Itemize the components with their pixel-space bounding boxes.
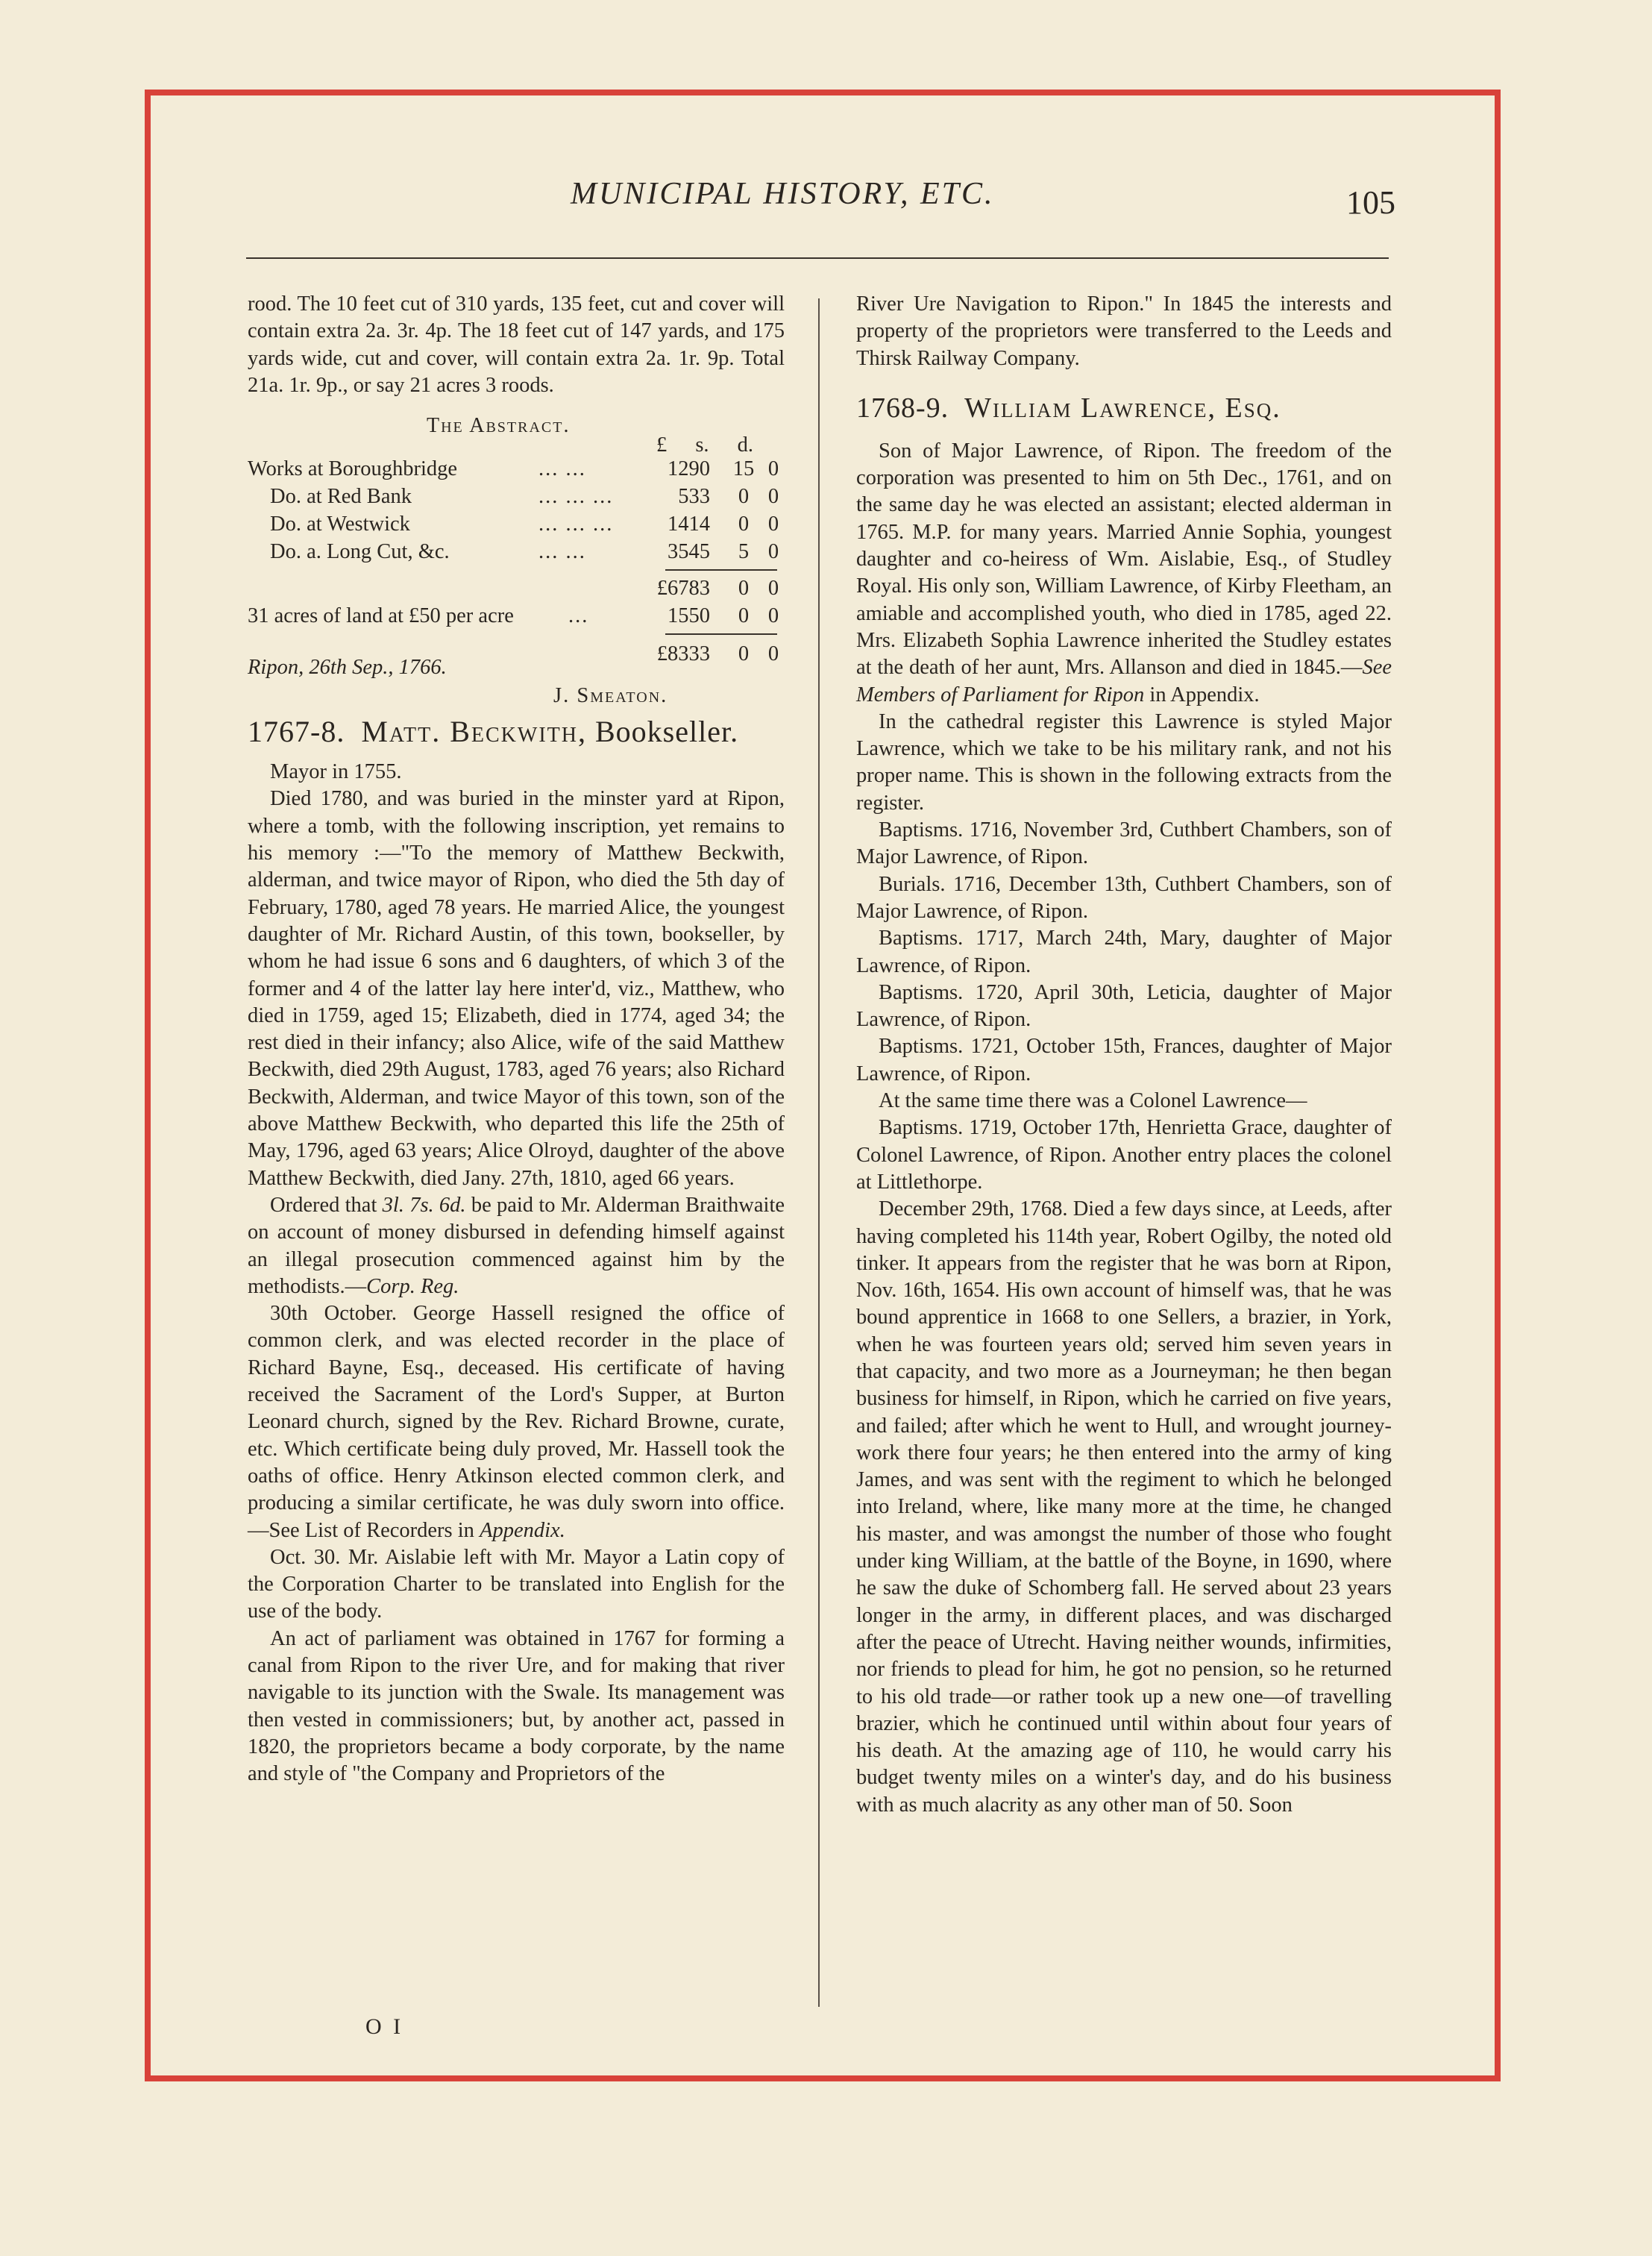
row-pence: 0 [767, 457, 779, 481]
abstract-signature: J. Smeaton. [553, 684, 668, 708]
shilling-sign: s. [695, 433, 709, 457]
row-pence: 0 [767, 540, 779, 564]
reference: Corp. Reg. [366, 1274, 459, 1298]
heading-year: 1767-8. [248, 715, 345, 749]
subtotal-pounds: £6783 [656, 577, 710, 601]
text-run: in Appendix. [1144, 683, 1260, 706]
header-rule [246, 257, 1389, 259]
row-pounds: 533 [678, 485, 710, 509]
row-pence: 0 [767, 513, 779, 536]
row-shillings: 0 [738, 485, 750, 509]
text-run: Ordered that [270, 1193, 383, 1217]
reference: See Members of Parliament for Ripon [856, 656, 1392, 706]
row-pounds: 3545 [668, 540, 710, 564]
abstract-table [248, 410, 785, 708]
land-pence: 0 [767, 604, 779, 628]
land-label: 31 acres of land at £50 per acre [248, 604, 514, 628]
row-label: Works at Boroughbridge [248, 457, 458, 481]
heading-trade: Bookseller. [594, 715, 739, 749]
subtotal-shillings: 0 [738, 577, 750, 601]
land-shillings: 0 [738, 604, 750, 628]
reference: Appendix. [480, 1518, 565, 1542]
paragraph: Baptisms. 1721, October 15th, Frances, daughter of Major Lawrence, of Ripon. [856, 1035, 1392, 1085]
paragraph: Mayor in 1755. [270, 760, 402, 784]
row-pounds: 1290 [668, 457, 710, 481]
paragraph: At the same time there was a Colonel Lawrence— [879, 1089, 1307, 1113]
paragraph: Burials. 1716, December 13th, Cuthbert Chambers, son of Major Lawrence, of Ripon. [856, 872, 1392, 923]
column-divider [818, 298, 820, 2007]
row-dots: ... ... ... [538, 513, 614, 536]
table-row [248, 483, 785, 511]
section-heading-beckwith [248, 714, 785, 750]
row-label: Do. at Red Bank [270, 485, 412, 509]
table-row [248, 511, 785, 539]
paragraph-intro: rood. The 10 feet cut of 310 yards, 135 feet, cut and cover will contain extra 2a. 3r. 4p. The 18 feet cut of 147 yards, and 175 yards wide, cut and cover, will contain extra 2a. 1r. 9p. Total 21a. 1r. 9p., or say 21 acres 3 roods. [248, 292, 785, 397]
text-run: Son of Major Lawrence, of Ripon. The freedom of the corporation was presented to him on 5th Dec., 1761, and on the same day he was elected an assistant; elected alderman in 1765. M.P. for many years. Married Annie Sophia, youngest daughter and co-heiress of Wm. Aislabie, Esq., of Studley Royal. His only son, William Lawrence, of Kirby Fleetham, an amiable and accomplished youth, who died in 1785, aged 22. Mrs. Elizabeth Sophia Lawrence inherited the Studley estates at the death of her aunt, Mrs. Allanson and died in 1845.— [856, 439, 1392, 680]
paragraph [248, 1300, 785, 1544]
text-run: be paid to Mr. Alderman Braithwaite on account of money disbursed in defending himself against an illegal prosecution commenced against him by the methodists.— [248, 1193, 785, 1298]
row-dots: ... ... [538, 540, 586, 564]
section-heading-lawrence [856, 390, 1392, 426]
subtotal-row [248, 575, 785, 603]
running-head: MUNICIPAL HISTORY, ETC. [571, 177, 995, 211]
total-shillings: 0 [738, 642, 750, 666]
page-number: 105 [1346, 184, 1395, 221]
amount: 3l. 7s. 6d. [382, 1193, 466, 1217]
row-pence: 0 [767, 485, 779, 509]
paragraph: River Ure Navigation to Ripon." In 1845 the interests and property of the proprietors were transferred to the Leeds and Thirsk Railway Company. [856, 292, 1392, 370]
paragraph: December 29th, 1768. Died a few days since, at Leeds, after having completed his 114th year, Robert Ogilby, the noted old tinker. It appears from the register that he was born at Ripon, Nov. 16th, 1654. His own account of himself was, that he was bound apprentice in 1668 to one Sellers, a brazier, in York, when he was fourteen years old; served him seven years in that capacity, and two more as a Journeyman; he then began business for himself, in Ripon, which he carried on five years, and failed; after which he went to Hull, and wrought journey-work there four years; he then entered into the army of king James, and was sent with the regiment to which he belonged into Ireland, where, like many more at the time, he changed his master, and was amongst the number of those who fought under king William, at the battle of the Boyne, in 1690, where he saw the duke of Schomberg fall. He served about 23 years longer in the army, in different places, and was discharged after the peace of Utrecht. Having neither wounds, infirmities, nor friends to plead for him, he got no pension, so he returned to his old trade—or rather took up a new one—of travelling brazier, which he continued until within about four years of his death. At the amazing age of 110, he would carry his budget twenty miles on a winter's day, and do his business with as much alacrity as any other man of 50. Soon [856, 1197, 1392, 1817]
heading-name: William Lawrence, Esq. [964, 392, 1281, 424]
subtotal-pence: 0 [767, 577, 779, 601]
row-dots: ... ... ... [538, 485, 614, 509]
heading-year: 1768-9. [856, 392, 949, 424]
paragraph: Baptisms. 1717, March 24th, Mary, daughter of Major Lawrence, of Ripon. [856, 927, 1392, 977]
abstract-title: The Abstract. [427, 414, 571, 438]
table-row [248, 539, 785, 566]
row-label: Do. a. Long Cut, &c. [270, 540, 450, 564]
paragraph: Baptisms. 1719, October 17th, Henrietta Grace, daughter of Colonel Lawrence, of Ripon. Another entry places the colonel at Littlethorpe. [856, 1116, 1392, 1194]
row-dots: ... ... [538, 457, 586, 481]
paragraph [248, 1192, 785, 1300]
currency-header [656, 432, 753, 459]
text-run: 30th October. George Hassell resigned the office of common clerk, and was elected recorder in the place of Richard Bayne, Esq., deceased. His certificate of having received the Sacrament of the Lord's Supper, at Burton Leonard church, signed by the Rev. Richard Browne, curate, etc. Which certificate being duly proved, Mr. Hassell took the oaths of office. Henry Atkinson elected common clerk, and producing a similar certificate, he was duly sworn into office.—See List of Recorders in [248, 1302, 785, 1542]
land-dots: ... [568, 604, 589, 628]
left-column [248, 291, 785, 1787]
right-column [856, 291, 1392, 1819]
paragraph [856, 438, 1392, 709]
row-shillings: 15 [732, 457, 755, 481]
row-shillings: 0 [738, 513, 750, 536]
total-pence: 0 [767, 642, 779, 666]
paragraph: An act of parliament was obtained in 1767 for forming a canal from Ripon to the river Ure, and for making that river navigable to its junction with the Swale. Its management was then vested in commissioners; but, by another act, passed in 1820, the proprietors became a body corporate, by the name and style of "the Company and Proprietors of the [248, 1626, 785, 1786]
heading-name: Matt. Beckwith, [361, 715, 587, 749]
paragraph: Baptisms. 1720, April 30th, Leticia, daughter of Major Lawrence, of Ripon. [856, 980, 1392, 1032]
total-rule [665, 633, 777, 635]
paragraph: Oct. 30. Mr. Aislabie left with Mr. Mayor a Latin copy of the Corporation Charter to be translated into English for the use of the body. [248, 1545, 785, 1623]
signature-mark: O I [365, 2014, 404, 2039]
paragraph: In the cathedral register this Lawrence is styled Major Lawrence, which we take to be his military rank, and not his proper name. This is shown in the following extracts from the register. [856, 709, 1392, 815]
land-row [248, 603, 785, 630]
pence-sign: d. [737, 433, 753, 457]
land-pounds: 1550 [668, 604, 710, 628]
paragraph: Baptisms. 1716, November 3rd, Cuthbert Chambers, son of Major Lawrence, of Ripon. [856, 818, 1392, 869]
total-pounds: £8333 [656, 642, 710, 666]
sum-rule [665, 569, 777, 571]
row-pounds: 1414 [668, 513, 710, 536]
pound-sign: £ [656, 433, 668, 457]
abstract-date: Ripon, 26th Sep., 1766. [248, 656, 447, 680]
table-row [248, 456, 785, 483]
paragraph: Died 1780, and was buried in the minster yard at Ripon, where a tomb, with the following inscription, yet remains to his memory :—"To the memory of Matthew Beckwith, alderman, and twice mayor of Ripon, who died the 5th day of February, 1780, aged 78 years. He married Alice, the youngest daughter of Mr. Richard Austin, of this town, bookseller, by whom he had issue 6 sons and 6 daughters, of which 3 of the former and 4 of the latter lay here inter'd, viz., Matthew, who died in 1759, aged 15; Elizabeth, died in 1774, aged 34; the rest died in their infancy; also Alice, wife of the said Matthew Beckwith, died 29th August, 1783, aged 76 years; also Richard Beckwith, Alderman, and twice Mayor of this town, son of the above Matthew Beckwith, who departed this life the 25th of May, 1796, aged 63 years; Alice Olroyd, daughter of the above Matthew Beckwith, died Jany. 27th, 1810, aged 66 years. [248, 787, 785, 1190]
row-shillings: 5 [738, 540, 750, 564]
row-label: Do. at Westwick [270, 513, 410, 536]
